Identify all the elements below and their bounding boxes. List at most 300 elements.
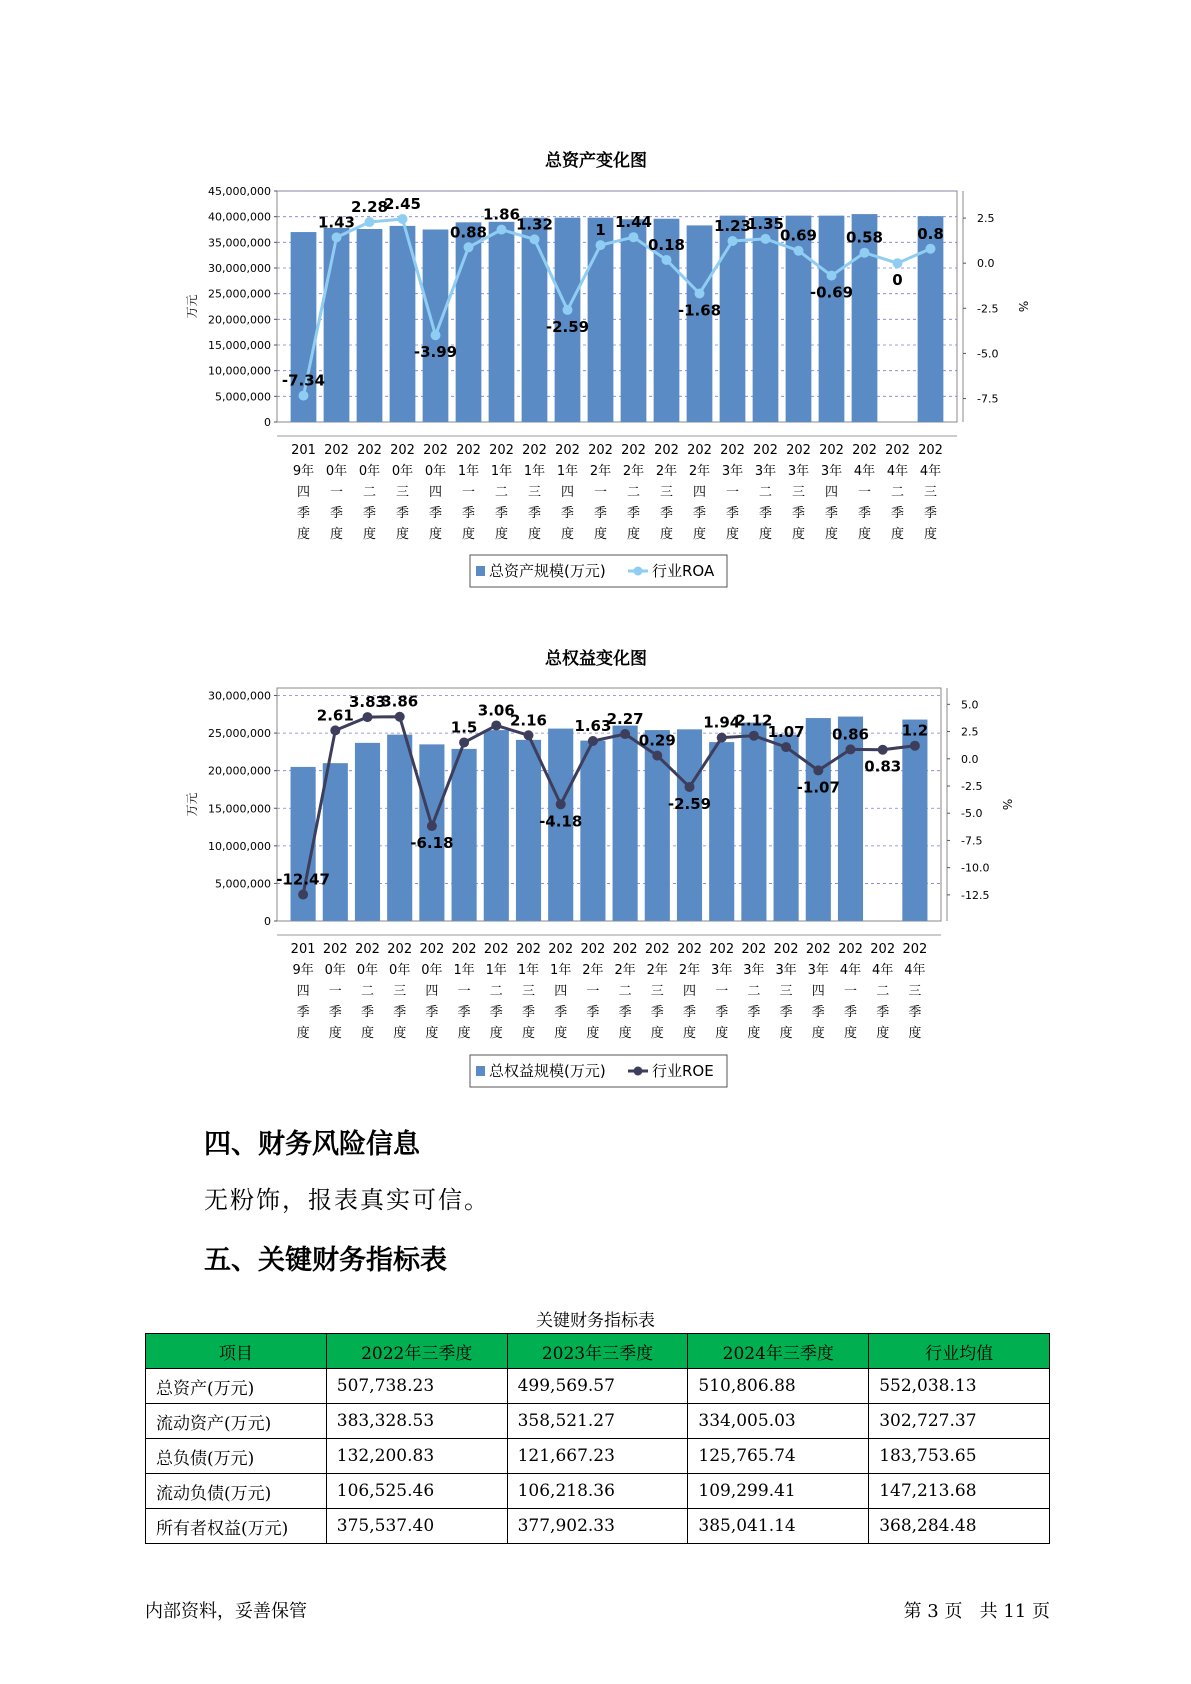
data-label: 2.16 [509, 711, 548, 730]
bar [489, 222, 515, 422]
line-point [860, 248, 870, 258]
line-point [620, 729, 630, 739]
x-tick-label: 3年 [721, 464, 744, 479]
left-tick-label: 25,000,000 [208, 727, 271, 741]
data-label: 1.44 [614, 213, 653, 232]
legend-item-bar: 总资产规模(万元) [489, 562, 606, 580]
x-tick-label: 2年 [688, 464, 711, 479]
x-tick-label: 1年 [556, 464, 579, 479]
data-label: -1.68 [677, 301, 722, 320]
table-row [146, 1369, 1050, 1404]
right-tick-label: -10.0 [961, 861, 990, 875]
x-tick-label: 二 [618, 984, 632, 999]
data-label: -0.69 [809, 283, 854, 302]
x-tick-label: 202 [548, 942, 574, 957]
x-tick-label: 季 [362, 506, 377, 521]
data-label: -7.34 [281, 371, 326, 390]
x-tick-label: 1年 [457, 464, 480, 479]
x-tick-label: 202 [709, 942, 735, 957]
x-tick-label: 0年 [358, 464, 381, 479]
right-tick-label: 5.0 [961, 698, 979, 712]
x-tick-label: 202 [387, 942, 413, 957]
right-tick-label: 0.0 [977, 257, 995, 271]
x-tick-label: 三 [393, 984, 407, 999]
bar [484, 730, 509, 921]
table-cell: 385,041.14 [688, 1509, 869, 1544]
x-tick-label: 202 [819, 443, 844, 458]
x-tick-label: 3年 [820, 464, 843, 479]
x-tick-label: 季 [791, 506, 806, 521]
right-tick-label: -7.5 [977, 392, 999, 406]
data-label: 2.45 [383, 194, 422, 213]
x-tick-label: 季 [425, 1005, 439, 1020]
x-tick-label: 202 [654, 443, 679, 458]
left-tick-label: 15,000,000 [208, 339, 271, 352]
x-tick-label: 一 [715, 984, 729, 999]
x-tick-label: 202 [522, 443, 547, 458]
x-tick-label: 二 [362, 485, 377, 500]
x-tick-label: 1年 [523, 464, 546, 479]
left-tick-label: 0 [264, 915, 271, 928]
data-label: 1.07 [767, 723, 805, 742]
total-assets-chart [0, 142, 1191, 597]
x-tick-label: 度 [527, 527, 542, 542]
right-tick-label: -7.5 [961, 834, 983, 848]
bar [423, 230, 449, 423]
legend-item-line: 行业ROA [652, 562, 715, 580]
x-tick-label: 季 [908, 1005, 922, 1020]
x-tick-label: 202 [516, 942, 541, 957]
x-tick-label: 一 [461, 485, 476, 500]
x-tick-label: 度 [328, 1026, 342, 1041]
x-tick-label: 季 [489, 1005, 503, 1020]
x-tick-label: 度 [715, 1026, 729, 1041]
data-label: 2.28 [350, 198, 389, 217]
x-tick-label: 2年 [655, 464, 678, 479]
x-tick-label: 二 [360, 984, 375, 999]
line-point [563, 305, 573, 315]
data-label: 0 [892, 271, 903, 290]
data-label: 0.8 [917, 224, 944, 243]
data-label: 0.29 [638, 731, 676, 750]
x-tick-label: 四 [811, 984, 825, 999]
data-label: -3.99 [413, 343, 458, 362]
x-tick-label: 季 [650, 1005, 664, 1020]
x-tick-label: 度 [811, 1026, 825, 1041]
x-tick-label: 4年 [872, 963, 894, 978]
left-tick-label: 5,000,000 [215, 877, 271, 891]
x-tick-label: 四 [554, 984, 568, 999]
x-tick-label: 度 [890, 527, 905, 542]
right-tick-label: 2.5 [977, 212, 995, 226]
left-tick-label: 40,000,000 [208, 210, 271, 224]
x-tick-label: 0年 [325, 464, 348, 479]
x-tick-label: 202 [588, 443, 613, 458]
data-label: -4.18 [539, 812, 583, 831]
line-point [781, 742, 791, 752]
x-tick-label: 2年 [678, 963, 701, 978]
x-tick-label: 度 [395, 527, 410, 542]
bar [357, 229, 383, 422]
x-tick-label: 四 [425, 984, 439, 999]
x-tick-label: 季 [682, 1005, 697, 1020]
left-axis-title: 万元 [185, 792, 199, 817]
x-tick-label: 季 [779, 1005, 793, 1020]
left-tick-label: 0 [264, 416, 271, 429]
x-tick-label: 四 [692, 485, 707, 500]
table-cell: 132,200.83 [326, 1439, 507, 1474]
line-point [893, 258, 903, 268]
x-tick-label: 二 [489, 984, 503, 999]
x-tick-label: 202 [355, 942, 380, 957]
data-label: 3.06 [477, 701, 515, 720]
data-label: -12.47 [276, 870, 330, 889]
x-tick-label: 202 [720, 443, 745, 458]
x-tick-label: 季 [843, 1005, 858, 1020]
line-point [395, 712, 405, 722]
line-point [497, 225, 507, 235]
legend-swatch-dot [634, 1067, 643, 1076]
x-tick-label: 季 [461, 506, 476, 521]
table-cell: 125,765.74 [688, 1439, 869, 1474]
table-row [146, 1404, 1050, 1439]
table-cell: 121,667.23 [507, 1439, 688, 1474]
table-cell: 总负债(万元) [146, 1439, 327, 1474]
x-tick-label: 一 [725, 485, 740, 500]
right-tick-label: -12.5 [961, 888, 990, 902]
x-tick-label: 三 [908, 984, 922, 999]
table-cell: 流动资产(万元) [146, 1404, 327, 1439]
bar [452, 749, 477, 921]
line-point [431, 330, 441, 340]
x-tick-label: 二 [626, 485, 641, 500]
x-tick-label: 季 [393, 1005, 407, 1020]
x-tick-label: 四 [296, 485, 311, 500]
x-tick-label: 202 [612, 942, 638, 957]
right-tick-label: 0.0 [961, 752, 979, 766]
data-label: 0.18 [647, 235, 686, 254]
table-row [146, 1439, 1050, 1474]
x-tick-label: 季 [715, 1005, 729, 1020]
x-tick-label: 季 [428, 506, 443, 521]
x-tick-label: 202 [489, 443, 514, 458]
left-tick-label: 15,000,000 [208, 802, 271, 816]
left-tick-label: 30,000,000 [208, 689, 271, 703]
x-tick-label: 4年 [853, 464, 876, 479]
x-tick-label: 度 [457, 1026, 471, 1041]
line-point [813, 765, 823, 775]
key-financial-table [145, 1333, 1050, 1544]
x-tick-label: 度 [393, 1026, 407, 1041]
right-tick-label: -5.0 [961, 807, 983, 821]
table-cell: 147,213.68 [869, 1474, 1050, 1509]
x-tick-label: 202 [918, 443, 943, 458]
x-tick-label: 度 [692, 527, 707, 542]
x-tick-label: 202 [322, 942, 348, 957]
x-tick-label: 2年 [646, 963, 668, 978]
x-tick-label: 2年 [589, 464, 612, 479]
bar [677, 729, 702, 921]
line-point [464, 242, 474, 252]
x-tick-label: 季 [758, 506, 773, 521]
left-tick-label: 45,000,000 [208, 185, 271, 198]
x-tick-label: 三 [791, 485, 806, 500]
x-tick-label: 0年 [389, 963, 411, 978]
x-tick-label: 1年 [550, 963, 572, 978]
line-point [652, 751, 662, 761]
data-label: 2.12 [735, 711, 773, 730]
x-tick-label: 一 [586, 984, 600, 999]
x-tick-label: 4年 [904, 963, 926, 978]
table-cell: 499,569.57 [507, 1369, 688, 1404]
x-tick-label: 二 [747, 984, 761, 999]
line-point [695, 289, 705, 299]
x-tick-label: 度 [857, 527, 872, 542]
line-point [910, 741, 920, 751]
line-point [556, 799, 566, 809]
data-label: 1.35 [746, 214, 785, 233]
x-tick-label: 1年 [453, 963, 475, 978]
x-tick-label: 季 [457, 1005, 471, 1020]
table-cell: 368,284.48 [869, 1509, 1050, 1544]
x-tick-label: 202 [885, 443, 910, 458]
bar [753, 216, 779, 422]
data-label: 3.86 [381, 692, 419, 711]
x-tick-label: 季 [593, 506, 608, 521]
footer-page-number: 第 3 页 共 11 页 [903, 1601, 1050, 1622]
x-tick-label: 季 [586, 1005, 600, 1020]
right-tick-label: -2.5 [977, 302, 999, 316]
section-4-text: 无粉饰，报表真实可信。 [204, 1186, 490, 1214]
x-tick-label: 度 [494, 527, 509, 542]
line-point [749, 731, 759, 741]
data-label: 1 [595, 221, 606, 240]
left-tick-label: 20,000,000 [208, 764, 271, 778]
x-tick-label: 度 [425, 1026, 439, 1041]
x-tick-label: 202 [687, 443, 712, 458]
x-tick-label: 202 [456, 443, 481, 458]
line-point [491, 720, 501, 730]
x-tick-label: 二 [876, 984, 890, 999]
bar [419, 744, 444, 921]
x-tick-label: 三 [659, 485, 674, 500]
line-point [365, 217, 375, 227]
bar [516, 740, 541, 921]
x-tick-label: 度 [779, 1026, 793, 1041]
x-tick-label: 9年 [292, 464, 315, 479]
x-tick-label: 4年 [919, 464, 942, 479]
table-cell: 334,005.03 [688, 1404, 869, 1439]
x-tick-label: 季 [395, 506, 410, 521]
legend-item-line: 行业ROE [652, 1062, 714, 1080]
table-cell: 所有者权益(万元) [146, 1509, 327, 1544]
line-point [298, 890, 308, 900]
line-point [459, 737, 469, 747]
legend-item-bar: 总权益规模(万元) [489, 1062, 606, 1080]
x-tick-label: 度 [360, 1026, 375, 1041]
x-tick-label: 202 [644, 942, 670, 957]
total-equity-chart-svg [0, 640, 1191, 1095]
header-cell-2024q3: 2024年三季度 [688, 1334, 869, 1369]
data-label: 0.69 [779, 226, 818, 245]
table-header-row [146, 1334, 1050, 1369]
x-tick-label: 四 [682, 984, 697, 999]
x-tick-label: 四 [428, 485, 443, 500]
x-tick-label: 度 [747, 1026, 761, 1041]
x-tick-label: 季 [857, 506, 872, 521]
data-label: -2.59 [545, 317, 590, 336]
x-tick-label: 3年 [787, 464, 810, 479]
x-tick-label: 度 [618, 1026, 632, 1041]
x-tick-label: 3年 [711, 963, 733, 978]
x-tick-label: 202 [805, 942, 831, 957]
bar [621, 219, 647, 422]
line-point [398, 214, 408, 224]
x-tick-label: 二 [758, 485, 773, 500]
x-tick-label: 202 [419, 942, 445, 957]
bar [613, 726, 638, 921]
line-point [330, 725, 340, 735]
section-5-title: 五、关键财务指标表 [204, 1245, 447, 1276]
left-tick-label: 30,000,000 [208, 262, 271, 275]
bar [522, 218, 548, 422]
x-tick-label: 度 [296, 527, 311, 542]
x-tick-label: 季 [923, 506, 938, 521]
x-tick-label: 2年 [614, 963, 636, 978]
x-tick-label: 一 [593, 485, 608, 500]
right-axis-title: % [1000, 798, 1014, 811]
x-tick-label: 201 [291, 443, 316, 458]
line-point [878, 745, 888, 755]
bar [819, 216, 845, 422]
x-tick-label: 二 [890, 485, 905, 500]
x-tick-label: 一 [328, 984, 342, 999]
x-tick-label: 一 [843, 984, 858, 999]
line-point [846, 744, 856, 754]
x-tick-label: 四 [296, 984, 310, 999]
x-tick-label: 1年 [485, 963, 507, 978]
x-tick-label: 202 [423, 443, 448, 458]
line-point [794, 246, 804, 256]
x-tick-label: 季 [521, 1005, 536, 1020]
table-row [146, 1509, 1050, 1544]
line-point [629, 232, 639, 242]
table-cell: 510,806.88 [688, 1369, 869, 1404]
x-tick-label: 季 [824, 506, 839, 521]
data-label: 0.88 [449, 223, 488, 242]
x-tick-label: 度 [824, 527, 839, 542]
x-tick-label: 季 [725, 506, 740, 521]
left-tick-label: 5,000,000 [215, 390, 271, 404]
left-tick-label: 25,000,000 [208, 287, 271, 301]
x-tick-label: 度 [626, 527, 641, 542]
x-tick-label: 度 [682, 1026, 697, 1041]
x-tick-label: 季 [876, 1005, 890, 1020]
legend-swatch-bar [476, 566, 485, 576]
x-tick-label: 202 [451, 942, 477, 957]
data-label: 0.86 [831, 725, 870, 744]
table-cell: 183,753.65 [869, 1439, 1050, 1474]
x-tick-label: 度 [843, 1026, 858, 1041]
table-cell: 507,738.23 [326, 1369, 507, 1404]
right-axis-title: % [1016, 300, 1030, 313]
x-tick-label: 2年 [582, 963, 604, 978]
x-tick-label: 四 [824, 485, 839, 500]
x-tick-label: 度 [725, 527, 740, 542]
x-tick-label: 202 [483, 942, 509, 957]
data-label: 1.23 [713, 216, 752, 235]
x-tick-label: 202 [357, 443, 382, 458]
section-4-title: 四、财务风险信息 [204, 1129, 420, 1160]
x-tick-label: 季 [296, 1005, 310, 1020]
left-tick-label: 35,000,000 [208, 236, 271, 250]
x-tick-label: 季 [296, 506, 311, 521]
x-tick-label: 三 [395, 485, 410, 500]
line-point [530, 234, 540, 244]
x-tick-label: 季 [626, 506, 641, 521]
x-tick-label: 季 [890, 506, 905, 521]
line-point [332, 232, 342, 242]
right-tick-label: 2.5 [961, 725, 979, 739]
x-tick-label: 3年 [743, 963, 765, 978]
x-tick-label: 4年 [839, 963, 862, 978]
data-label: 0.58 [845, 228, 884, 247]
x-tick-label: 度 [329, 527, 344, 542]
x-tick-label: 度 [560, 527, 575, 542]
footer-left: 内部资料，妥善保管 [145, 1601, 307, 1622]
x-tick-label: 度 [876, 1026, 890, 1041]
data-label: 1.5 [450, 718, 478, 737]
table-cell: 109,299.41 [688, 1474, 869, 1509]
table-cell: 358,521.27 [507, 1404, 688, 1439]
data-label: 3.83 [348, 693, 387, 712]
x-tick-label: 0年 [391, 464, 414, 479]
line-point [299, 391, 309, 401]
right-tick-label: -2.5 [961, 779, 983, 793]
total-assets-chart-svg [0, 142, 1191, 597]
x-tick-label: 度 [586, 1026, 600, 1041]
bar [324, 228, 350, 422]
data-label: 1.63 [574, 717, 612, 736]
x-tick-label: 度 [659, 527, 674, 542]
line-point [363, 712, 373, 722]
data-label: 0.83 [864, 757, 902, 776]
line-point [761, 234, 771, 244]
x-tick-label: 0年 [356, 963, 379, 978]
table-cell: 377,902.33 [507, 1509, 688, 1544]
header-cell-2023q3: 2023年三季度 [507, 1334, 688, 1369]
line-point [427, 821, 437, 831]
x-tick-label: 202 [677, 942, 702, 957]
chart-title: 总资产变化图 [545, 151, 647, 171]
x-tick-label: 202 [580, 942, 606, 957]
line-point [524, 730, 534, 740]
x-tick-label: 度 [489, 1026, 503, 1041]
table-cell: 383,328.53 [326, 1404, 507, 1439]
table-cell: 106,525.46 [326, 1474, 507, 1509]
table-cell: 302,727.37 [869, 1404, 1050, 1439]
data-label: 1.94 [703, 713, 741, 732]
x-tick-label: 2年 [622, 464, 645, 479]
x-tick-label: 3年 [807, 963, 829, 978]
line-point [717, 733, 727, 743]
header-cell-industry-avg: 行业均值 [869, 1334, 1050, 1369]
bar [323, 763, 348, 921]
x-tick-label: 季 [560, 506, 575, 521]
x-tick-label: 202 [390, 443, 415, 458]
x-tick-label: 三 [779, 984, 793, 999]
left-tick-label: 10,000,000 [208, 839, 271, 853]
